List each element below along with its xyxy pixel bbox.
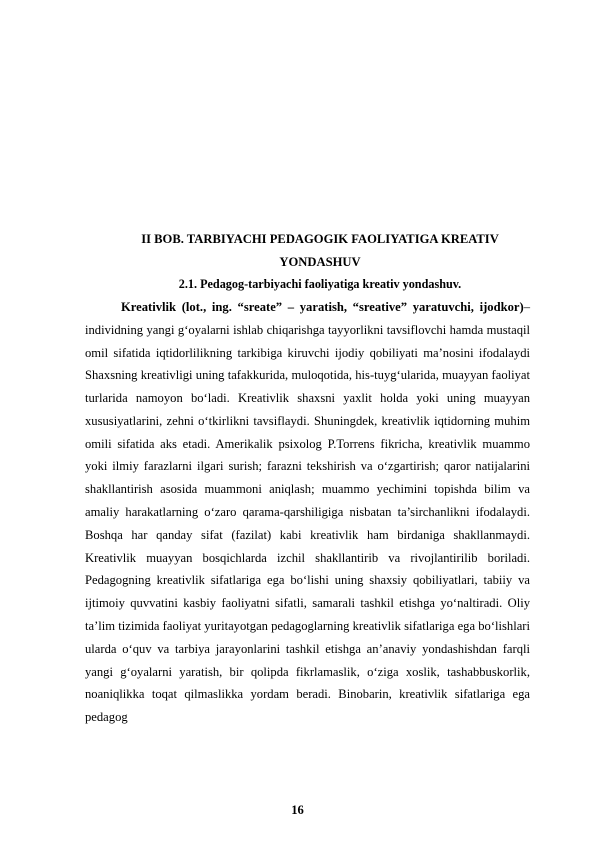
paragraph-text: –individning yangi g‘oyalarni ishlab chiqarishga tayyorlikni tavsiflovchi hamda mustaqil omil sifatida iqtidorlilikning tarkibiga kiruvchi ijodiy qobiliyati ma’nosini ifodalaydi Shaxsning kreativligi uning tafakkurida, muloqotida, his-tuyg‘ularida, muayyan faoliyat turlarida namoyon bo‘ladi. Kreativlik shaxsni yaxlit holda yoki uning muayyan xususiyatlarini, zehni o‘tkirlikni tavsiflaydi. Shuningdek, kreativlik iqtidorning muhim omili sifatida aks etadi. Amerikalik psixolog P.Torrens fikricha, kreativlik muammo yoki ilmiy farazlarni ilgari surish; farazni tekshirish va o‘zgartirish; qaror natijalarini shakllantirish asosida muammoni aniqlash; muammo yechimini topishda bilim va amaliy harakatlarning o‘zaro qarama-qarshiligiga nisbatan ta’sirchanlikni ifodalaydi. Boshqa har qanday sifat (fazilat) kabi kreativlik ham birdaniga shakllanmaydi. Kreativlik muayyan bosqichlarda izchil shakllantirib va rivojlantirilib boriladi. Pedagogning kreativlik sifatlariga ega bo‘lishi uning shaxsiy qobiliyatlari, tabiiy va ijtimoiy quvvatini kasbiy faoliyatni sifatli, samarali tashkil etishga yo‘naltiradi. Oliy ta’lim tizimida faoliyat yuritayotgan pedagoglarning kreativlik sifatlariga ega bo‘lishlari ularda o‘quv va tarbiya jarayonlarini tashkil etishga an’anaviy yondashishdan farqli yangi g‘oyalarni yaratish, bir qolipda fikrlamaslik, o‘ziga xoslik, tashabbuskorlik, noaniqlikka toqat qilmaslikka yordam beradi. Binobarin, kreativlik sifatlariga ega pedagog	[85, 300, 530, 725]
chapter-title: II BOB. TARBIYACHI PEDAGOGIK FAOLIYATIGA KREATIV YONDASHUV	[141, 232, 499, 269]
definition-term: Kreativlik (lot., ing. “sreate” – yaratish, “sreative” yaratuvchi, ijodkor)	[121, 300, 524, 314]
body-paragraph	[85, 296, 530, 729]
section-title: 2.1. Pedagog-tarbiyachi faoliyatiga kreativ yondashuv.	[178, 277, 462, 291]
page-number: 16	[291, 803, 304, 817]
